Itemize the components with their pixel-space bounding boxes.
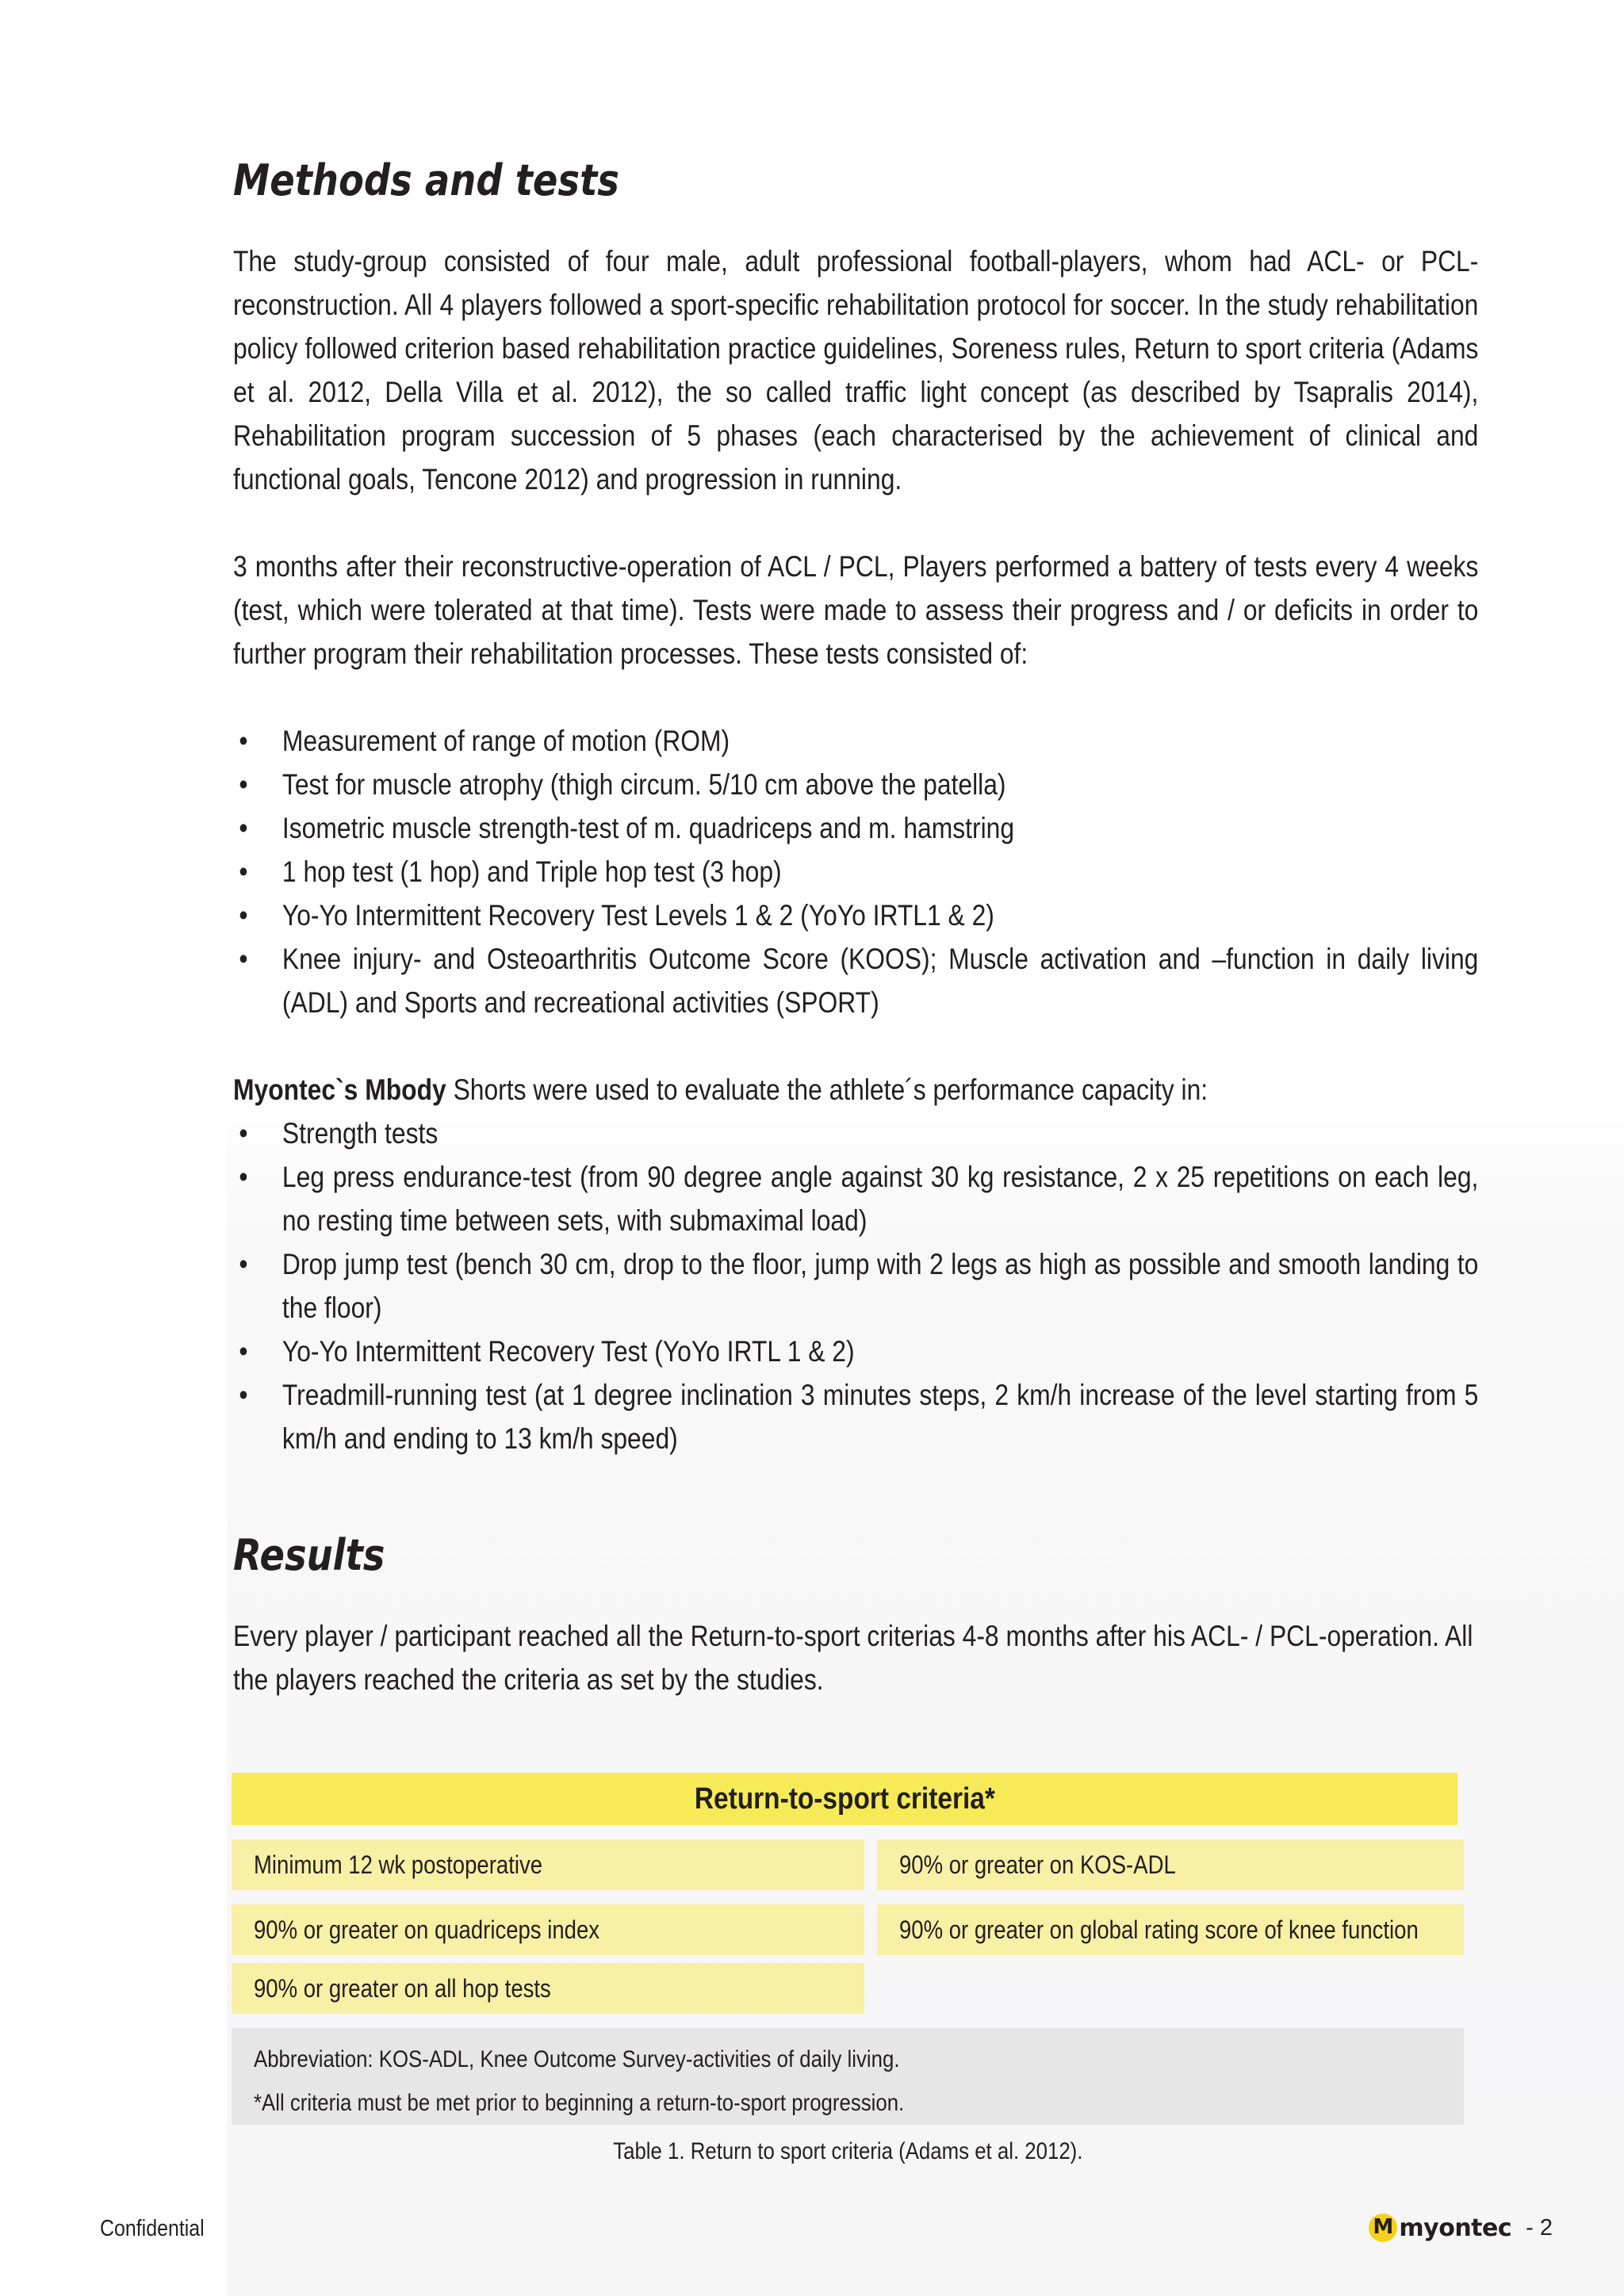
bullet-icon: • (239, 1161, 248, 1193)
methods-heading: Methods and tests (233, 155, 619, 205)
bullet-icon: • (239, 1335, 248, 1368)
table-cell: 90% or greater on quadriceps index (232, 1904, 864, 1955)
abbreviation-note: Abbreviation: KOS-ADL, Knee Outcome Survey-activities of daily living. (254, 2046, 900, 2072)
bullet-icon: • (239, 855, 248, 888)
footer-brand (1369, 2209, 1553, 2247)
table-notes (232, 2028, 1464, 2125)
bullet-icon: • (239, 812, 248, 844)
mbody-intro: Myontec`s Mbody Shorts were used to evaluate the athlete´s performance capacity in: (233, 1073, 1208, 1106)
list-item: • Yo-Yo Intermittent Recovery Test (YoYo IRTL 1 & 2) (233, 1330, 1478, 1373)
bullet-icon: • (239, 1248, 248, 1280)
results-heading: Results (233, 1530, 385, 1580)
myontec-logo-icon (1369, 2214, 1397, 2242)
bullet-icon: • (239, 725, 248, 757)
confidential-label: Confidential (100, 2216, 205, 2241)
list-item: • Measurement of range of motion (ROM) (233, 719, 1478, 763)
methods-paragraph-2: 3 months after their reconstructive-operation of ACL / PCL, Players performed a battery of tests every 4 weeks (test, which were tolerated at that time). Tests were made to assess their progress and / or deficits in order to further program their rehabilitation processes. These tests consisted of: (233, 550, 1479, 670)
criteria-footnote: *All criteria must be met prior to beginning a return-to-sport progression. (254, 2090, 905, 2116)
list-item: • Yo-Yo Intermittent Recovery Test Levels 1 & 2 (YoYo IRTL1 & 2) (233, 894, 1478, 937)
bullet-icon: • (239, 768, 248, 801)
tests-list (233, 719, 1478, 1024)
bullet-icon: • (239, 1117, 248, 1150)
page-number: - 2 (1526, 2214, 1553, 2241)
results-paragraph: Every player / participant reached all the Return-to-sport criterias 4-8 months after his ACL- / PCL-operation. All the players reached the criteria as set by the studies. (233, 1620, 1473, 1696)
table-header: Return-to-sport criteria* (232, 1773, 1457, 1825)
bullet-icon: • (239, 1379, 248, 1411)
table-caption: Table 1. Return to sport criteria (Adams et al. 2012). (612, 2138, 1083, 2164)
list-item: • 1 hop test (1 hop) and Triple hop test (3 hop) (233, 850, 1478, 894)
table-cell: 90% or greater on global rating score of knee function (877, 1904, 1464, 1955)
table-cell: 90% or greater on KOS-ADL (877, 1839, 1464, 1890)
list-item: • Isometric muscle strength-test of m. quadriceps and m. hamstring (233, 806, 1478, 850)
table-cell: Minimum 12 wk postoperative (232, 1839, 864, 1890)
bullet-icon: • (239, 943, 248, 975)
content-column (233, 152, 1479, 1701)
methods-paragraph-1: The study-group consisted of four male, adult professional football-players, whom had ACL- or PCL-reconstruction. All 4 players followed a sport-specific rehabilitation protocol for soccer. In the study rehabilitation policy followed criterion based rehabilitation practice guidelines, Soreness rules, Return to sport criteria (Adams et al. 2012, Della Villa et al. 2012), the so called traffic light concept (as described by Tsapralis 2014), Rehabilitation program succession of 5 phases (each characterised by the achievement of clinical and functional goals, Tencone 2012) and progression in running. (233, 245, 1479, 496)
list-item: • Strength tests (233, 1112, 1478, 1155)
bullet-icon: • (239, 899, 248, 932)
myontec-logo-text: myontec (1399, 2214, 1512, 2242)
list-item: • Knee injury- and Osteoarthritis Outcome Score (KOOS); Muscle activation and –function in daily living (ADL) and Sports and recreational activities (SPORT) (233, 937, 1478, 1024)
list-item: • Treadmill-running test (at 1 degree inclination 3 minutes steps, 2 km/h increase of the level starting from 5 km/h and ending to 13 km/h speed) (233, 1373, 1478, 1460)
mbody-brand: Myontec`s Mbody (233, 1073, 446, 1106)
list-item: • Leg press endurance-test (from 90 degree angle against 30 kg resistance, 2 x 25 repetitions on each leg, no resting time between sets, with submaximal load) (233, 1155, 1478, 1242)
list-item: • Test for muscle atrophy (thigh circum. 5/10 cm above the patella) (233, 763, 1478, 806)
mbody-tests-list (233, 1112, 1478, 1460)
list-item: • Drop jump test (bench 30 cm, drop to the floor, jump with 2 legs as high as possible and smooth landing to the floor) (233, 1242, 1478, 1330)
table-cell: 90% or greater on all hop tests (232, 1963, 864, 2014)
